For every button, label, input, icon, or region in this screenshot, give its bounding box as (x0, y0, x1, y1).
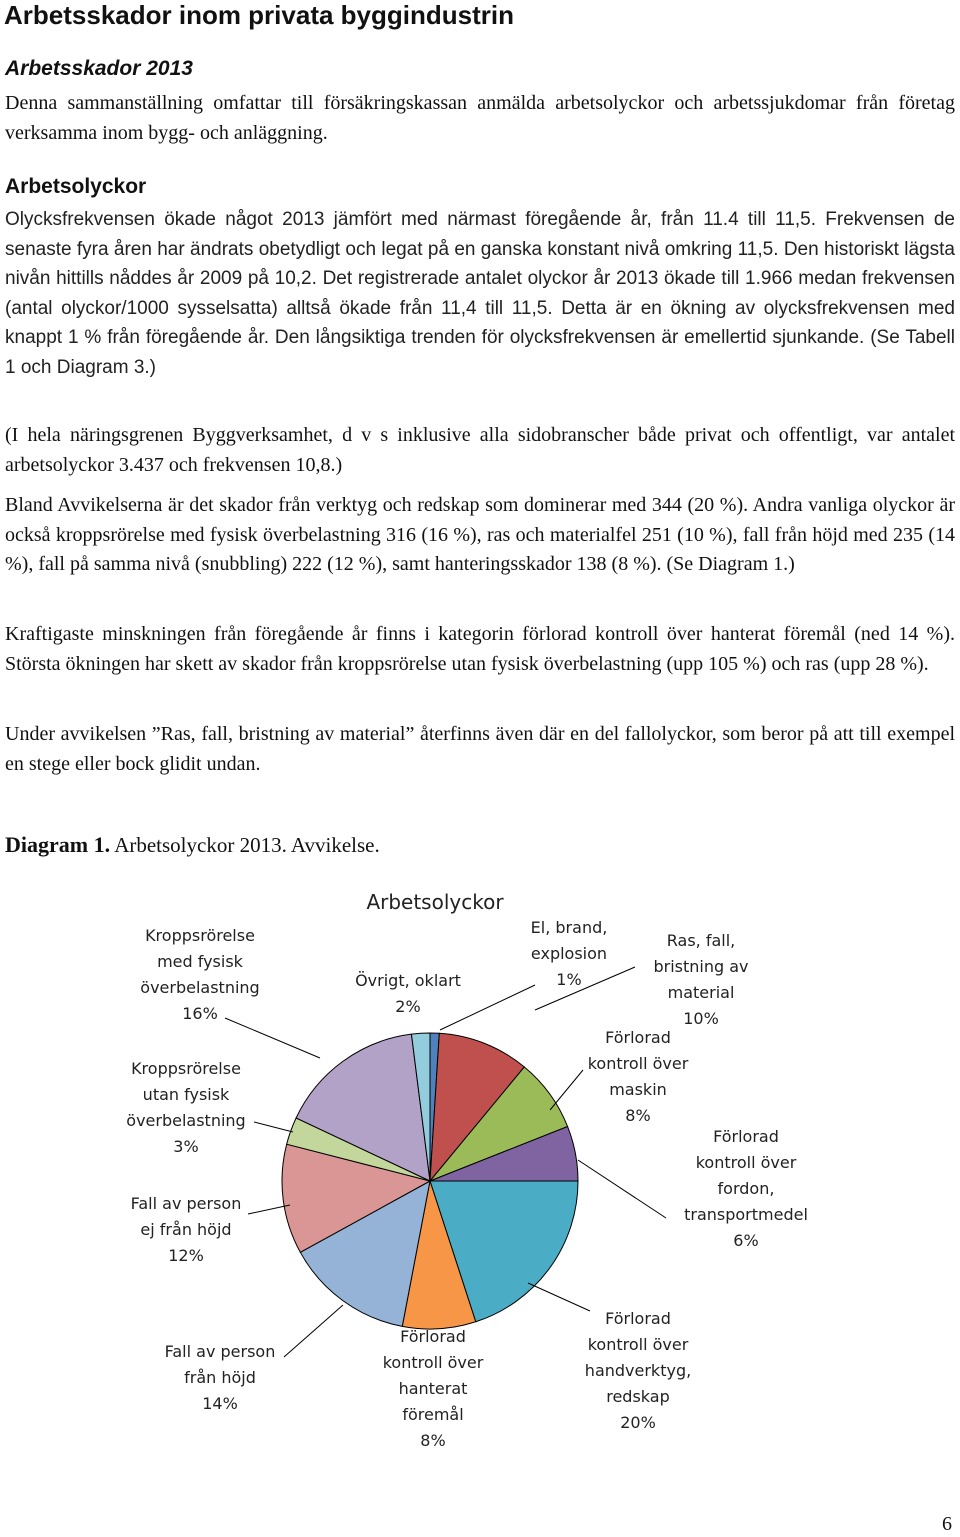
pie-label-ras-fall: Ras, fall, bristning av material 10% (653, 931, 749, 1028)
chart-title: Arbetsolyckor (366, 890, 504, 914)
pie-label-med-fysisk: Kroppsrörelse med fysisk överbelastning 16% (140, 926, 260, 1023)
pie-leader-fordon (578, 1160, 666, 1218)
page-title: Arbetsskador inom privata byggindustrin (4, 0, 514, 30)
pie-label-fordon: Förlorad kontroll över fordon, transportmedel 6% (684, 1127, 808, 1250)
pie-leader-maskin (550, 1070, 583, 1110)
pie-leader-fall-ej-hojd (248, 1205, 290, 1214)
pie-label-ovrigt: Övrigt, oklart 2% (355, 971, 461, 1016)
industry-note-paragraph: (I hela näringsgrenen Byggverksamhet, d v s inklusive alla sidobranscher både privat och offentligt, var antalet arbetsolyckor 3.437 och frekvensen 10,8.) (5, 424, 955, 476)
falls-paragraph: Under avvikelsen ”Ras, fall, bristning av material” återfinns även där en del fallolyckor, som beror på att till exempel en stege eller bock glidit undan. (5, 723, 955, 775)
section-heading: Arbetsskador 2013 (5, 57, 193, 80)
subheading-arbetsolyckor: Arbetsolyckor (5, 175, 147, 198)
pie-slices (282, 1033, 578, 1329)
intro-paragraph: Denna sammanställning omfattar till försäkringskassan anmälda arbetsolyckor och arbetssjukdomar från företag verksamma inom bygg- och anläggning. (5, 92, 955, 144)
pie-leader-utan-fysisk (254, 1122, 293, 1132)
pie-label-handverktyg: Förlorad kontroll över handverktyg, redskap 20% (584, 1309, 692, 1432)
changes-paragraph: Kraftigaste minskningen från föregående år finns i kategorin förlorad kontroll över hanterat föremål (ned 14 %). Största ökningen har skett av skador från kroppsrörelse utan fysisk överbelastning (upp 105 %) och ras (upp 28 %). (5, 623, 955, 675)
page-number: 6 (942, 1513, 952, 1535)
pie-label-maskin: Förlorad kontroll över maskin 8% (587, 1028, 689, 1125)
pie-label-utan-fysisk: Kroppsrörelse utan fysisk överbelastning 3% (126, 1059, 246, 1156)
pie-label-hanterat: Förlorad kontroll över hanterat föremål 8% (382, 1327, 484, 1450)
pie-leader-med-fysisk (225, 1018, 320, 1058)
pie-leader-el-brand (440, 985, 535, 1030)
deviations-paragraph: Bland Avvikelserna är det skador från verktyg och redskap som dominerar med 344 (20 %). Andra vanliga olyckor är också kroppsrörelse med fysisk överbelastning 316 (16 %), ras och materialfel 251 (10 %), fall från höjd med 235 (14 %), fall på samma nivå (snubbling) 222 (12 %), samt hanteringsskador 138 (8 %). (Se Diagram 1.) (5, 494, 955, 575)
pie-label-fall-ej-hojd: Fall av person ej från höjd 12% (130, 1194, 242, 1265)
pie-leader-ras-fall (535, 967, 635, 1010)
pie-leader-fall-hojd (284, 1305, 343, 1357)
frequency-paragraph: Olycksfrekvensen ökade något 2013 jämfört med närmast föregående år, från 11.4 till 11,5. Frekvensen de senaste fyra åren har ändrats obetydligt och legat på en ganska konstant nivå omkring 11,5. Den historiskt lägsta nivån hittills nåddes år 2009 på 10,2. Det registrerade antalet olyckor år 2013 ökade till 1.966 medan frekvensen (antal olyckor/1000 sysselsatta) alltså ökade från 11,4 till 11,5. Detta är en ökning av olycksfrekvensen med knappt 1 % från föregående år. Den långsiktiga trenden för olycksfrekvensen är emellertid sjunkande. (Se Tabell 1 och Diagram 3.) (5, 209, 955, 378)
pie-leader-handverktyg (528, 1283, 590, 1311)
diagram-label: Diagram 1. (5, 832, 111, 857)
pie-label-fall-hojd: Fall av person från höjd 14% (164, 1342, 276, 1413)
pie-label-el-brand: El, brand, explosion 1% (530, 918, 608, 989)
diagram-caption-text: Arbetsolyckor 2013. Avvikelse. (114, 833, 380, 857)
